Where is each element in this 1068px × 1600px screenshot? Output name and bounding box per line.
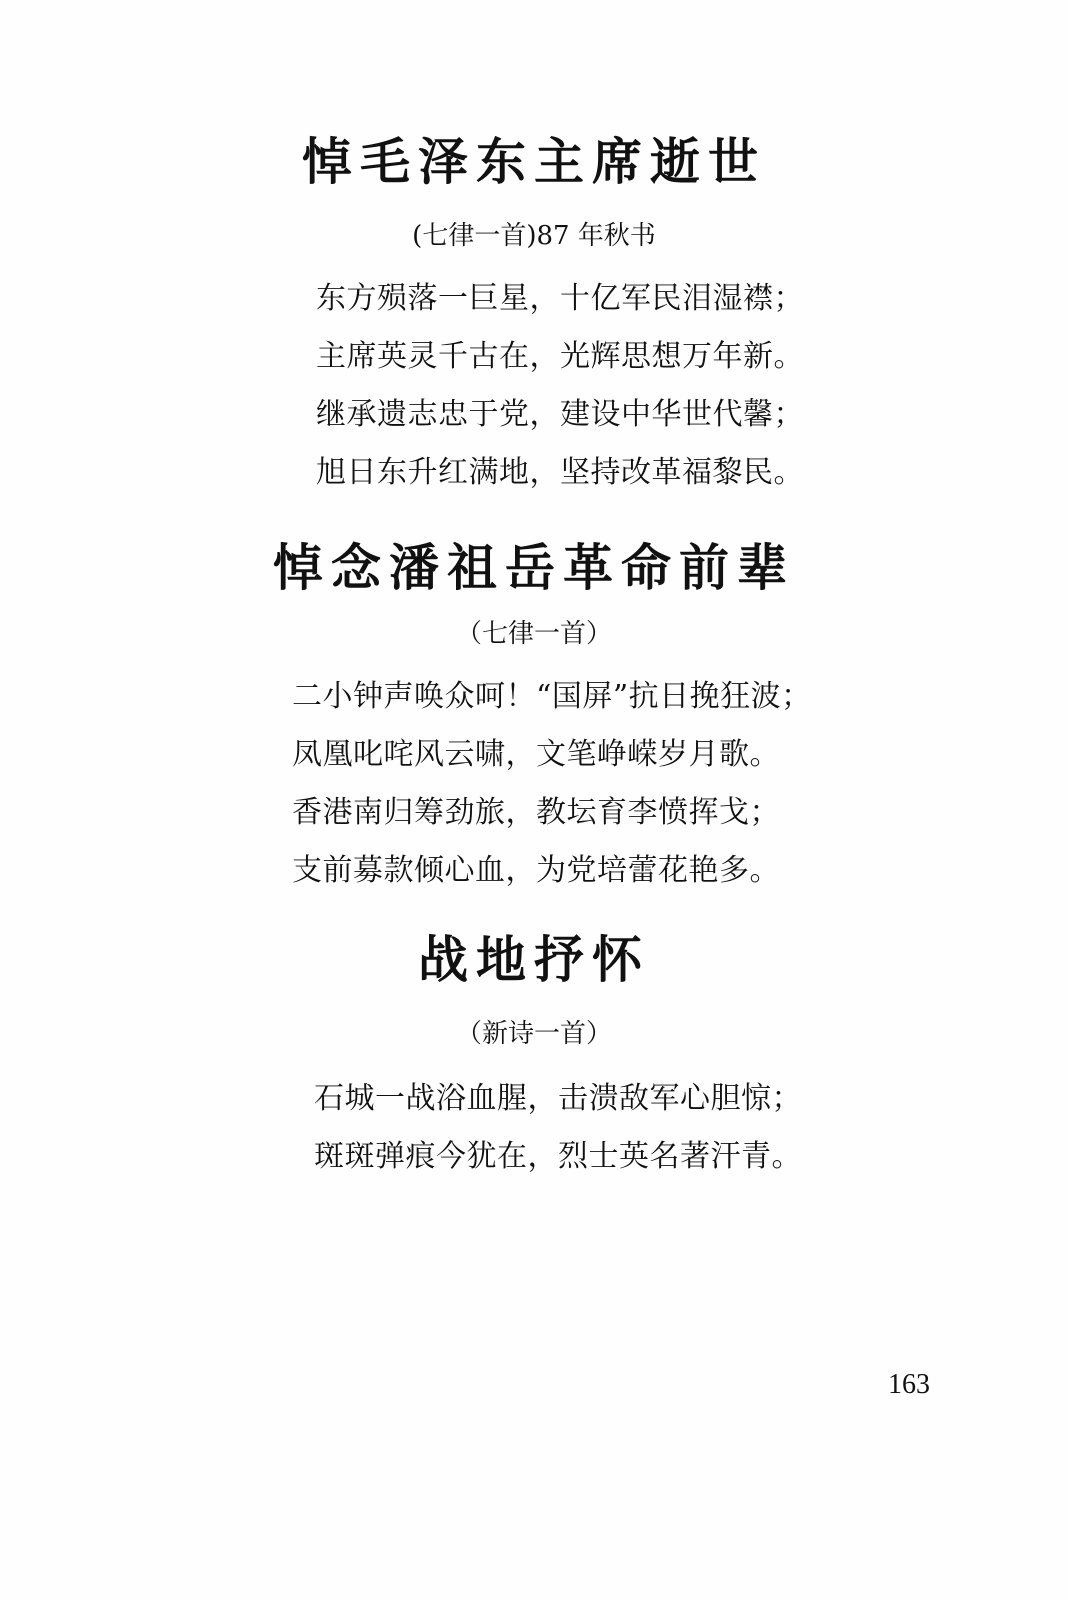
verse-line: 主席英灵千古在，光辉思想万年新。 [316, 339, 804, 374]
poem-title: 战地抒怀 [418, 930, 650, 989]
poem-subtitle: (七律一首)87 年秋书 [412, 221, 656, 251]
verse-line: 斑斑弹痕今犹在，烈士英名著汗青。 [314, 1139, 802, 1174]
poem-verse [316, 270, 804, 502]
poem-verse [314, 1070, 802, 1186]
verse-line: 二小钟声唤众呵！“国屏”抗日挽狂波； [292, 679, 812, 714]
verse-line: 支前募款倾心血，为党培蕾花艳多。 [292, 853, 780, 888]
page-number: 163 [888, 1369, 930, 1400]
poem-verse [292, 668, 812, 900]
poem-subtitle: （新诗一首） [455, 1019, 612, 1049]
verse-line: 石城一战浴血腥，击溃敌军心胆惊； [314, 1081, 802, 1116]
poem-subtitle: （七律一首） [455, 619, 612, 649]
verse-line: 香港南归筹劲旅，教坛育李愤挥戈； [292, 795, 780, 830]
poem-title: 悼毛泽东主席逝世 [302, 132, 766, 191]
verse-line: 东方殒落一巨星，十亿军民泪湿襟； [316, 281, 804, 316]
poem-title: 悼念潘祖岳革命前辈 [273, 538, 795, 597]
verse-line: 继承遗志忠于党，建设中华世代馨； [316, 397, 804, 432]
verse-line: 旭日东升红满地，坚持改革福黎民。 [316, 455, 804, 490]
verse-line: 凤凰叱咤风云啸，文笔峥嵘岁月歌。 [292, 737, 780, 772]
